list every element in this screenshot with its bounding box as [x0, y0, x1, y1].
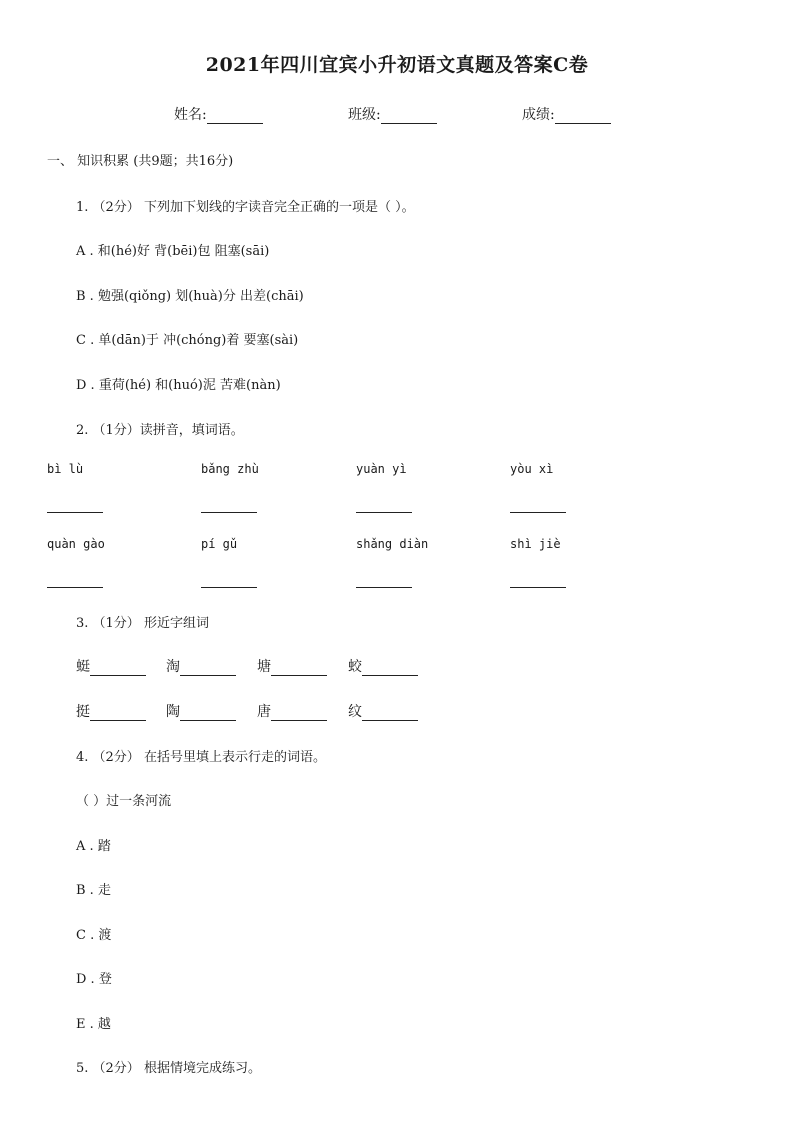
answer-blank[interactable]	[362, 661, 418, 676]
answer-blank[interactable]	[271, 661, 327, 676]
char-group-item	[166, 701, 236, 721]
answer-blank[interactable]	[356, 587, 412, 588]
q4-prompt: （ ）过一条河流	[76, 794, 172, 809]
char: 纹	[348, 704, 362, 720]
pinyin-8: shì jiè	[510, 537, 561, 551]
q1-option-a[interactable]: A . 和(hé)好 背(bēi)包 阻塞(sāi)	[76, 244, 270, 259]
q1-option-d[interactable]: D . 重荷(hé) 和(huó)泥 苦难(nàn)	[76, 378, 281, 393]
char: 唐	[257, 704, 271, 720]
char-group-item	[76, 701, 146, 721]
q4-option-a[interactable]: A . 踏	[76, 839, 111, 854]
char-group-item	[166, 656, 236, 676]
answer-blank[interactable]	[201, 512, 257, 513]
pinyin-4: yòu xì	[510, 462, 554, 476]
answer-blank[interactable]	[271, 706, 327, 721]
answer-blank[interactable]	[201, 587, 257, 588]
answer-blank[interactable]	[362, 706, 418, 721]
answer-blank[interactable]	[47, 587, 103, 588]
name-blank[interactable]	[207, 109, 263, 124]
q4-option-c[interactable]: C . 渡	[76, 928, 112, 943]
char-group-item	[257, 701, 327, 721]
char: 蜓	[76, 659, 90, 675]
pinyin-2: bǎng zhù	[201, 462, 259, 476]
q1-option-b[interactable]: B . 勉强(qiǒng) 划(huà)分 出差(chāi)	[76, 289, 304, 304]
char-group-item	[348, 701, 418, 721]
char: 塘	[257, 659, 271, 675]
answer-blank[interactable]	[180, 706, 236, 721]
pinyin-6: pí gǔ	[201, 537, 238, 551]
question-4-stem: 4. （2分） 在括号里填上表示行走的词语。	[76, 750, 326, 765]
answer-blank[interactable]	[510, 512, 566, 513]
pinyin-5: quàn gào	[47, 537, 105, 551]
pinyin-3: yuàn yì	[356, 462, 407, 476]
q1-option-c[interactable]: C . 单(dān)于 冲(chóng)着 要塞(sài)	[76, 333, 299, 348]
pinyin-1: bì lù	[47, 462, 84, 476]
char: 陶	[166, 704, 180, 720]
char-group-item	[76, 656, 146, 676]
score-field	[522, 104, 611, 124]
answer-blank[interactable]	[47, 512, 103, 513]
pinyin-7: shǎng diàn	[356, 537, 429, 551]
question-2-stem: 2. （1分）读拼音，填词语。	[76, 423, 244, 438]
answer-blank[interactable]	[90, 706, 146, 721]
page-title: 2021年四川宜宾小升初语文真题及答案C卷	[205, 54, 589, 76]
char: 淘	[166, 659, 180, 675]
q4-option-e[interactable]: E . 越	[76, 1017, 111, 1032]
question-3-stem: 3. （1分） 形近字组词	[76, 616, 209, 631]
answer-blank[interactable]	[180, 661, 236, 676]
name-field	[174, 104, 263, 124]
char-group-item	[348, 656, 418, 676]
question-1-stem: 1. （2分） 下列加下划线的字读音完全正确的一项是（ ）。	[76, 200, 415, 215]
score-label: 成绩:	[522, 107, 555, 123]
answer-blank[interactable]	[356, 512, 412, 513]
q4-option-d[interactable]: D . 登	[76, 972, 112, 987]
section-heading: 一、 知识积累 (共9题；共16分)	[47, 154, 234, 169]
question-5-stem: 5. （2分） 根据情境完成练习。	[76, 1061, 261, 1076]
answer-blank[interactable]	[510, 587, 566, 588]
class-field	[348, 104, 437, 124]
q4-option-b[interactable]: B . 走	[76, 883, 111, 898]
score-blank[interactable]	[555, 109, 611, 124]
answer-blank[interactable]	[90, 661, 146, 676]
name-label: 姓名:	[174, 107, 207, 123]
char: 蛟	[348, 659, 362, 675]
char: 挺	[76, 704, 90, 720]
class-blank[interactable]	[381, 109, 437, 124]
char-group-item	[257, 656, 327, 676]
class-label: 班级:	[348, 107, 381, 123]
